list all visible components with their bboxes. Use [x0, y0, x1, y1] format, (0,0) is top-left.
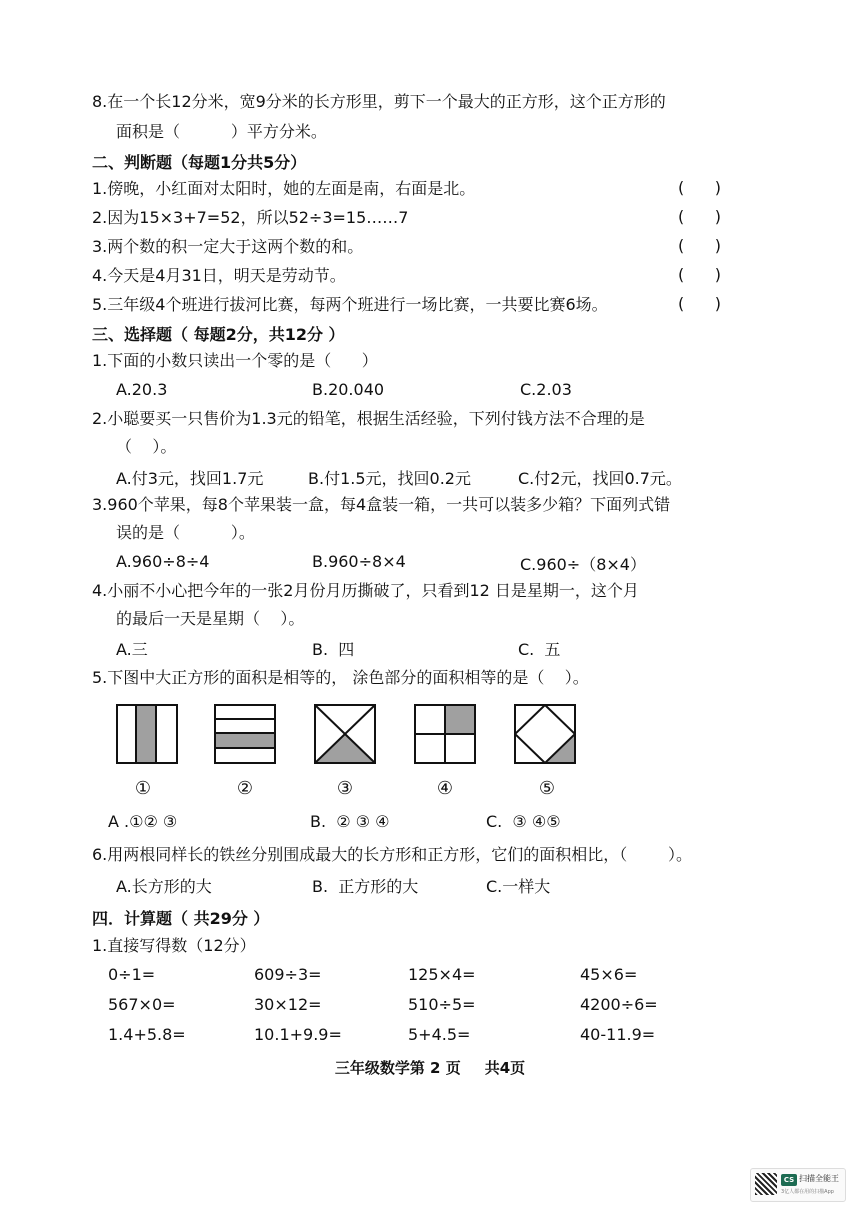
- calc-r3-c2: 10.1+9.9=: [254, 1025, 342, 1044]
- calc-r2-c2: 30×12=: [254, 995, 322, 1014]
- choice-q5-b: B. ② ③ ④: [310, 812, 390, 831]
- q8-line1: 8.在一个长12分米，宽9分米的长方形里，剪下一个最大的正方形，这个正方形的: [92, 92, 666, 111]
- judge-item-2: 2.因为15×3+7=52，所以52÷3=15……7: [92, 208, 409, 227]
- judge-paren-1: ( ): [678, 178, 721, 197]
- judge-paren-4: ( ): [678, 265, 721, 284]
- calc-r2-c4: 4200÷6=: [580, 995, 658, 1014]
- figure-3: [314, 704, 376, 764]
- figure-1: [116, 704, 178, 764]
- choice-q2-c: C.付2元，找回0.7元。: [518, 469, 682, 488]
- choice-q1-a: A.20.3: [116, 380, 168, 399]
- calc-r1-c3: 125×4=: [408, 965, 476, 984]
- calc-r3-c3: 5+4.5=: [408, 1025, 471, 1044]
- judge-item-1: 1.傍晚，小红面对太阳时，她的左面是南，右面是北。: [92, 179, 476, 198]
- choice-q3-b: B.960÷8×4: [312, 552, 406, 571]
- calc-r1-c1: 0÷1=: [108, 965, 156, 984]
- q8-line2: 面积是（ ）平方分米。: [116, 122, 327, 141]
- figure-2: [214, 704, 276, 764]
- choice-q6-a: A.长方形的大: [116, 877, 212, 896]
- choice-q4-line1: 4.小丽不小心把今年的一张2月份月历撕破了，只看到12 日是星期一，这个月: [92, 581, 639, 600]
- section3-title: 三、选择题（ 每题2分，共12分 ）: [92, 325, 345, 344]
- choice-q3-line2: 误的是（ ）。: [116, 523, 255, 542]
- choice-q5-c: C. ③ ④⑤: [486, 812, 561, 831]
- choice-q4-a: A.三: [116, 640, 148, 659]
- calc-r1-c2: 609÷3=: [254, 965, 322, 984]
- choice-q6-b: B. 正方形的大: [312, 877, 419, 896]
- scanner-logo: CS: [781, 1174, 797, 1186]
- figure-label-1: ①: [134, 778, 152, 799]
- choice-q1: 1.下面的小数只读出一个零的是（ ）: [92, 351, 378, 370]
- choice-q2-line1: 2.小聪要买一只售价为1.3元的铅笔，根据生活经验，下列付钱方法不合理的是: [92, 409, 645, 428]
- choice-q3-a: A.960÷8÷4: [116, 552, 210, 571]
- judge-paren-5: ( ): [678, 294, 721, 313]
- choice-q1-b: B.20.040: [312, 380, 385, 399]
- scanner-title: 扫描全能王: [799, 1174, 839, 1183]
- choice-q2-line2: （ ）。: [116, 437, 177, 456]
- page-footer: [0, 1057, 860, 1078]
- scanner-watermark: [750, 1168, 846, 1202]
- judge-paren-3: ( ): [678, 236, 721, 255]
- section4-title: 四．计算题（ 共29分 ）: [92, 909, 270, 928]
- choice-q6-c: C.一样大: [486, 877, 551, 896]
- choice-q4-line2: 的最后一天是星期（ ）。: [116, 609, 305, 628]
- page-total: 共4页: [484, 1059, 526, 1077]
- judge-item-3: 3.两个数的积一定大于这两个数的和。: [92, 237, 364, 256]
- judge-paren-2: ( ): [678, 207, 721, 226]
- judge-item-4: 4.今天是4月31日，明天是劳动节。: [92, 266, 346, 285]
- choice-q3-line1: 3.960个苹果，每8个苹果装一盒，每4盒装一箱，一共可以装多少箱？下面列式错: [92, 495, 671, 514]
- choice-q1-c: C.2.03: [520, 380, 572, 399]
- section2-title: 二、判断题（每题1分共5分）: [92, 153, 307, 172]
- calc-r2-c3: 510÷5=: [408, 995, 476, 1014]
- judge-item-5: 5.三年级4个班进行拔河比赛，每两个班进行一场比赛，一共要比赛6场。: [92, 295, 608, 314]
- page-number: 三年级数学第 2 页: [334, 1059, 461, 1077]
- calc-r2-c1: 567×0=: [108, 995, 176, 1014]
- figure-5: [514, 704, 576, 764]
- choice-q2-b: B.付1.5元，找回0.2元: [308, 469, 471, 488]
- choice-q5: 5.下图中大正方形的面积是相等的， 涂色部分的面积相等的是（ ）。: [92, 668, 589, 687]
- figure-label-3: ③: [336, 778, 354, 799]
- choice-q4-b: B. 四: [312, 640, 355, 659]
- choice-q3-c: C.960÷（8×4）: [520, 555, 646, 574]
- figure-label-5: ⑤: [538, 778, 556, 799]
- qr-code-icon: [755, 1173, 777, 1195]
- calc-r1-c4: 45×6=: [580, 965, 638, 984]
- section4-sub: 1.直接写得数（12分）: [92, 936, 256, 955]
- calc-r3-c4: 40-11.9=: [580, 1025, 656, 1044]
- choice-q4-c: C. 五: [518, 640, 561, 659]
- choice-q2-a: A.付3元，找回1.7元: [116, 469, 264, 488]
- figure-4: [414, 704, 476, 764]
- figure-label-2: ②: [236, 778, 254, 799]
- scanner-subtitle: 3亿人都在用的扫描App: [781, 1189, 834, 1195]
- choice-q5-a: A .①② ③: [108, 812, 178, 831]
- calc-r3-c1: 1.4+5.8=: [108, 1025, 186, 1044]
- choice-q6: 6.用两根同样长的铁丝分别围成最大的长方形和正方形，它们的面积相比，（ ）。: [92, 845, 692, 864]
- figure-label-4: ④: [436, 778, 454, 799]
